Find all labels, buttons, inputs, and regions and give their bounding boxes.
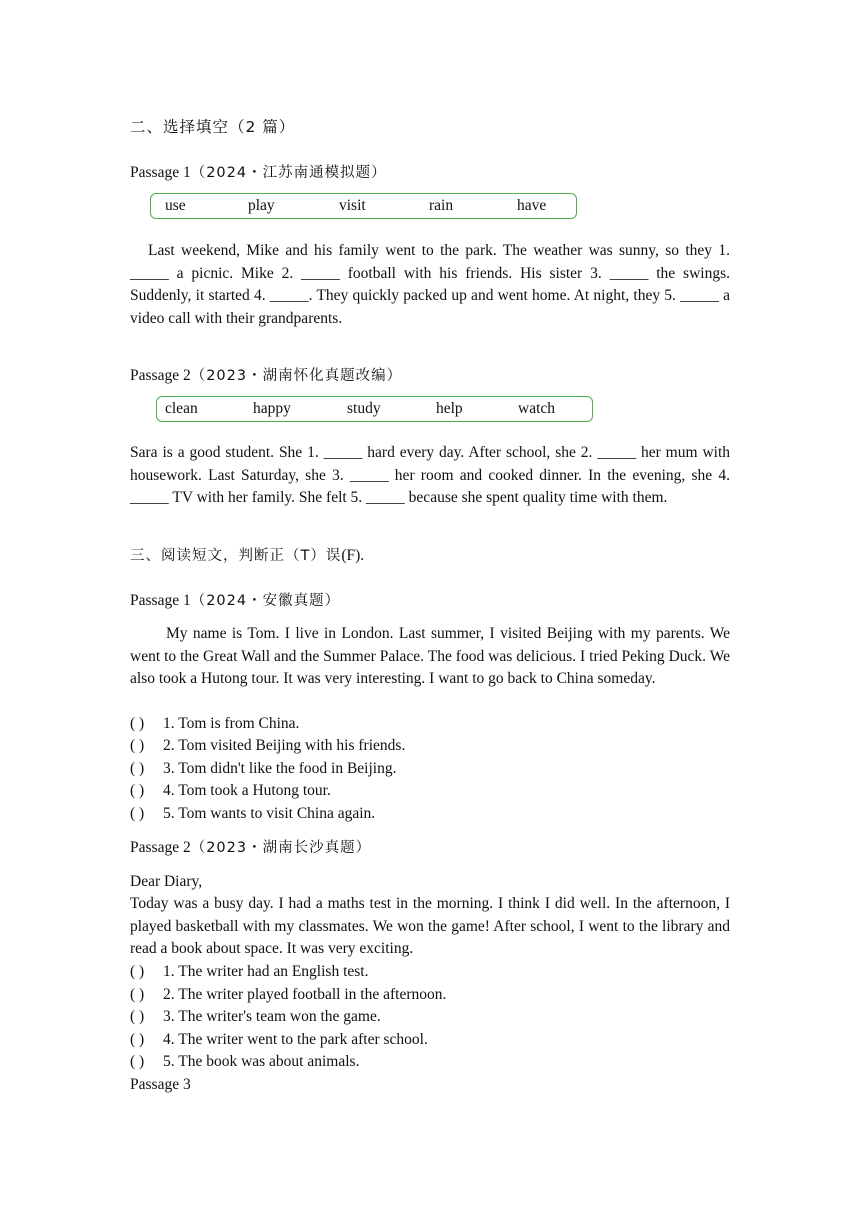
true-false-item [130,735,730,757]
fill-passage-1-source: （2024・江苏南通模拟题） [190,165,387,181]
statement: 3. Tom didn't like the food in Beijing. [163,760,397,777]
statement: 1. Tom is from China. [163,715,300,732]
statement: 5. Tom wants to visit China again. [163,805,376,822]
passage-3-heading: Passage 3 [130,1076,191,1093]
true-false-item [130,984,730,1006]
word-bank-2-word: happy [253,400,291,417]
answer-blank[interactable]: ( ) [130,1008,145,1025]
fill-passage-2-title: Passage 2 [130,367,191,384]
section-3-title-en: (F). [341,547,365,564]
word-bank-1-word: use [165,197,186,214]
word-bank-2-word: clean [165,400,198,417]
answer-blank[interactable]: ( ) [130,805,145,822]
word-bank-2 [156,396,593,422]
true-false-item [130,1051,730,1073]
true-false-item [130,780,730,802]
fill-passage-2-heading [130,366,402,386]
answer-blank[interactable]: ( ) [130,715,145,732]
reading-passage-1-title: Passage 1 [130,592,191,609]
diary-greeting: Dear Diary, [130,873,203,890]
word-bank-1-word: play [248,197,275,214]
true-false-item [130,713,730,735]
word-bank-1-word: visit [339,197,366,214]
fill-passage-2-source: （2023・湖南怀化真题改编） [190,368,403,384]
statement: 4. Tom took a Hutong tour. [163,782,331,799]
word-bank-1-word: have [517,197,547,214]
reading-passage-2-title: Passage 2 [130,839,191,856]
reading-passage-2-heading [130,838,371,858]
answer-blank[interactable]: ( ) [130,1053,145,1070]
statement: 2. Tom visited Beijing with his friends. [163,737,406,754]
answer-blank[interactable]: ( ) [130,963,145,980]
reading-passage-2-text: Today was a busy day. I had a maths test in the morning. I think I did well. In the afternoon, I played basketball with my classmates. We won the game! After school, I went to the library and read a book about space. It was very exciting. [130,895,730,958]
answer-blank[interactable]: ( ) [130,760,145,777]
true-false-item [130,758,730,780]
reading-passage-1-text: My name is Tom. I live in London. Last summer, I visited Beijing with my parents. We went to the Great Wall and the Summer Palace. The food was delicious. I tried Peking Duck. We also took a Hutong tour. It was very interesting. I want to go back to China someday. [130,625,730,688]
true-false-item [130,1006,730,1028]
true-false-item [130,803,730,825]
word-bank-2-word: watch [518,400,556,417]
answer-blank[interactable]: ( ) [130,986,145,1003]
statement: 5. The book was about animals. [163,1053,360,1070]
answer-blank[interactable]: ( ) [130,1031,145,1048]
word-bank-1 [150,193,577,219]
fill-passage-1-heading [130,163,387,183]
statement: 2. The writer played football in the afternoon. [163,986,447,1003]
section-3-title-cn: 三、阅读短文，判断正（T）误 [130,548,342,564]
answer-blank[interactable]: ( ) [130,782,145,799]
statement: 1. The writer had an English test. [163,963,369,980]
word-bank-2-word: help [436,400,463,417]
reading-passage-1-heading [130,591,340,611]
statement: 4. The writer went to the park after school. [163,1031,428,1048]
word-bank-1-word: rain [429,197,454,214]
word-bank-2-word: study [347,400,381,417]
section-2-title: 二、选择填空（2 篇） [130,118,296,136]
statement: 3. The writer's team won the game. [163,1008,381,1025]
answer-blank[interactable]: ( ) [130,737,145,754]
fill-passage-2-text: Sara is a good student. She 1. _____ hard every day. After school, she 2. _____ her mum with housework. Last Saturday, she 3. _____ her room and cooked dinner. In the evening, she 4. _____ TV with her family. She felt 5. _____ because she spent quality time with them. [130,444,730,507]
section-3-title [130,546,364,566]
fill-passage-1-text: Last weekend, Mike and his family went to the park. The weather was sunny, so they 1. _____ a picnic. Mike 2. _____ football with his friends. His sister 3. _____ the swings. Suddenly, it started 4. _____. They quickly packed up and went home. At night, they 5. _____ a video call with their grandparents. [130,242,730,327]
reading-passage-1-source: （2024・安徽真题） [190,593,341,609]
fill-passage-1-title: Passage 1 [130,164,191,181]
true-false-item [130,1029,730,1051]
reading-passage-2-source: （2023・湖南长沙真题） [190,840,372,856]
true-false-item [130,961,730,983]
